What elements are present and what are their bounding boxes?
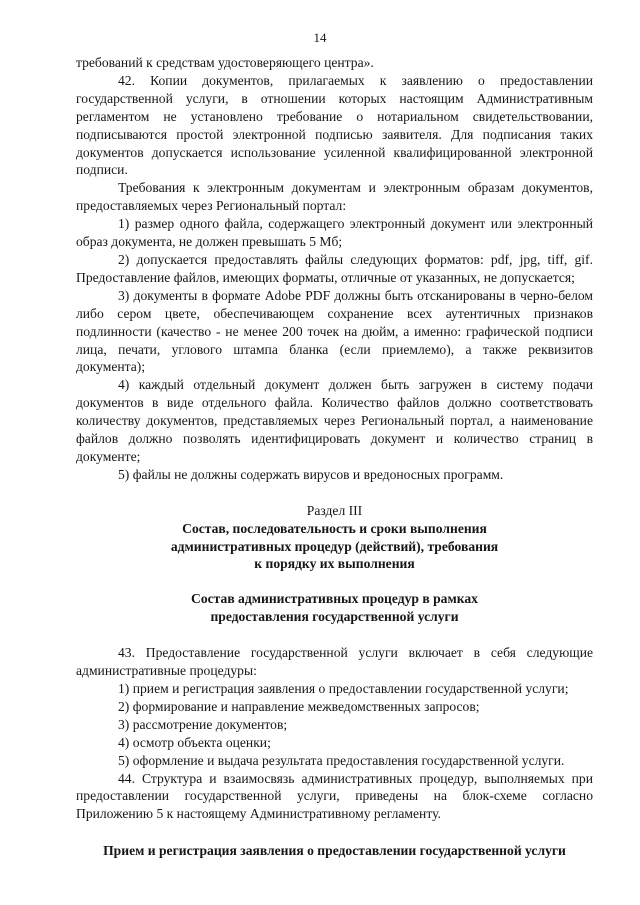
requirement-4: 4) каждый отдельный документ должен быть загружен в систему подачи документов в виде отдельного файла. Количество файлов должно соответствовать количеству документов, представляемых через Региональный портал, а наименование файлов должно позволять идентифицировать документ и количество страниц в документе; (76, 377, 593, 464)
procedure-2: 2) формирование и направление межведомственных запросов; (118, 698, 480, 714)
subsection-title-line-2: предоставления государственной услуги (210, 609, 459, 625)
paragraph-44: 44. Структура и взаимосвязь административных процедур, выполняемых при предоставлении государственной услуги, приведены на блок-схеме согласно Приложению 5 к настоящему Административному регламенту. (76, 770, 593, 822)
document-body (76, 54, 593, 860)
section-title-line-1: Состав, последовательность и сроки выполнения (182, 520, 487, 536)
subsection-title-line-1: Состав административных процедур в рамках (191, 591, 478, 607)
page-number: 14 (313, 30, 327, 45)
paragraph-43: 43. Предоставление государственной услуги включает в себя следующие административные процедуры: (76, 645, 593, 679)
requirements-intro: Требования к электронным документам и электронным образам документов, предоставляемых через Региональный портал: (76, 180, 593, 214)
spacer (76, 823, 593, 842)
procedure-4: 4) осмотр объекта оценки; (118, 734, 271, 750)
section-title-line-3: к порядку их выполнения (254, 556, 415, 572)
section-label: Раздел III (306, 502, 363, 518)
final-heading: Прием и регистрация заявления о предоставлении государственной услуги (103, 843, 566, 859)
requirement-1: 1) размер одного файла, содержащего электронный документ или электронный образ документа, не должен превышать 5 Мб; (76, 216, 593, 250)
spacer (76, 573, 593, 590)
paragraph-42: 42. Копии документов, прилагаемых к заявлению о предоставлении государственной услуги, в отношении которых настоящим Административным регламентом не установлено требование о нотариальном свидетельствовании, подписываются простой электронной подписью заявителя. Для подписания таких документов допускается использование усиленной квалифицированной электронной подписи. (76, 72, 593, 178)
procedure-1: 1) прием и регистрация заявления о предоставлении государственной услуги; (118, 681, 569, 696)
requirement-3: 3) документы в формате Adobe PDF должны быть отсканированы в черно-белом либо сером цвете, обеспечивающем сохранение всех аутентичных признаков подлинности (качество - не менее 200 точек на дюйм, а именно: графической подписи лица, печати, углового штампа бланка (если приемлемо), а также реквизитов документа); (76, 287, 593, 375)
section-title-line-2: административных процедур (действий), требования (170, 538, 499, 554)
procedure-3: 3) рассмотрение документов; (118, 716, 288, 732)
spacer (76, 626, 593, 644)
paragraph-continuation: требований к средствам удостоверяющего центра». (76, 55, 374, 70)
procedure-5: 5) оформление и выдача результата предоставления государственной услуги. (118, 752, 565, 768)
spacer (76, 484, 593, 502)
requirement-2: 2) допускается предоставлять файлы следующих форматов: pdf, jpg, tiff, gif. Предоставление файлов, имеющих форматы, отличные от указанных, не допускается; (76, 251, 593, 285)
requirement-5: 5) файлы не должны содержать вирусов и вредоносных программ. (118, 466, 504, 482)
